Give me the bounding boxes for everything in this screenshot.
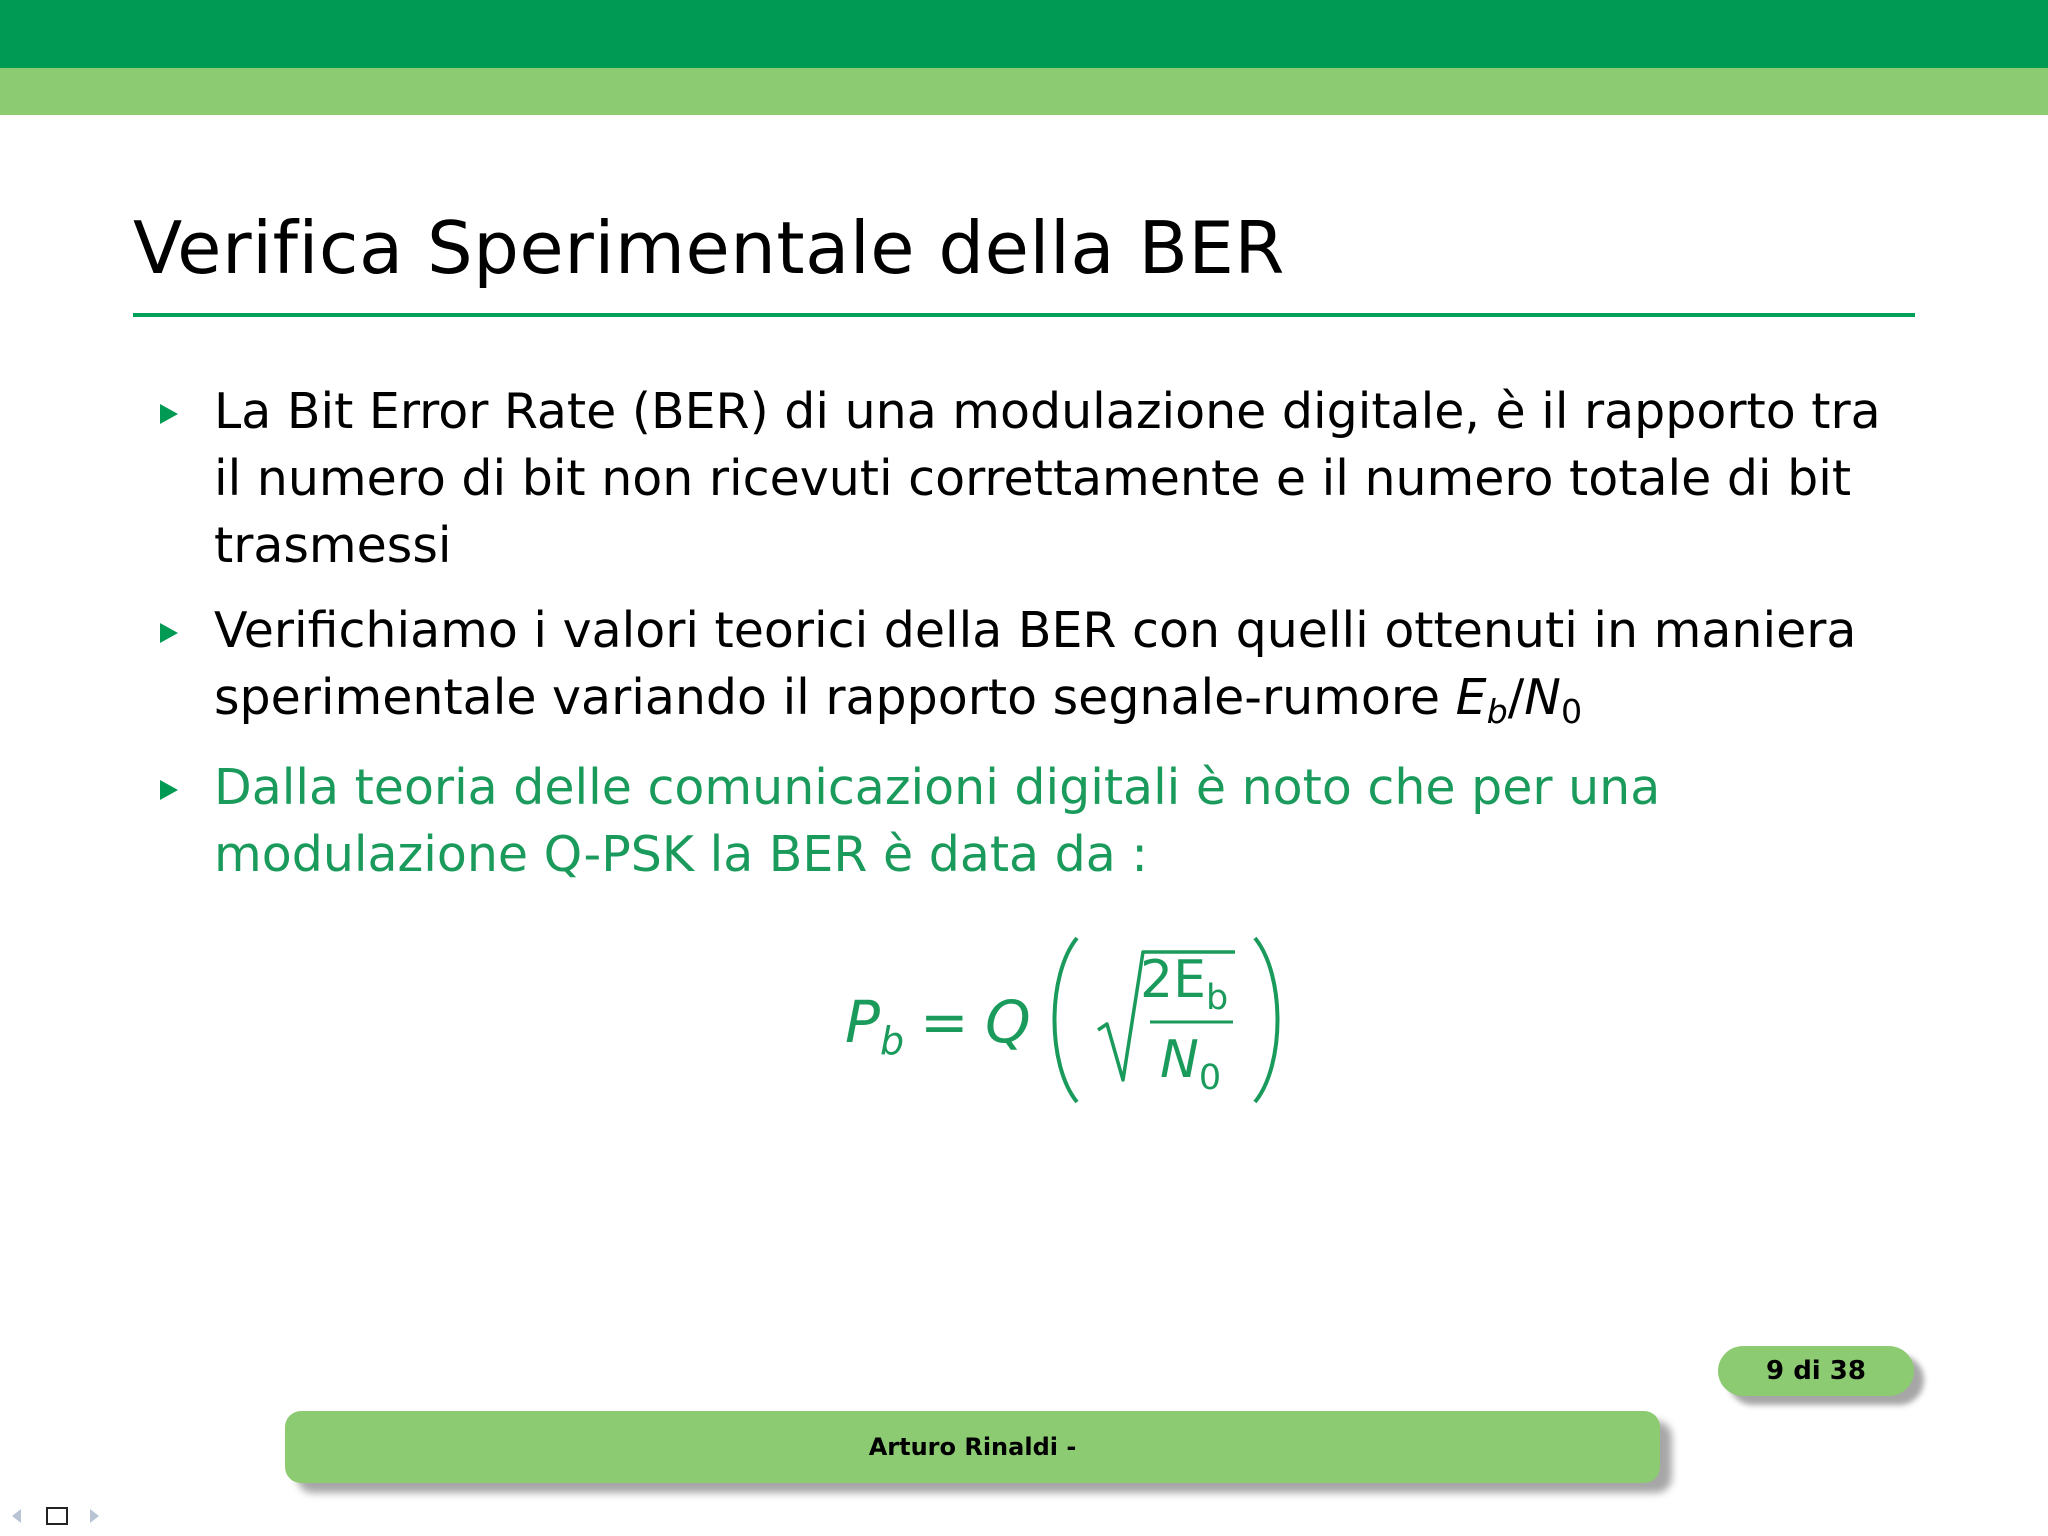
- nav-frame-icon[interactable]: [46, 1507, 68, 1525]
- footer-author: Arturo Rinaldi -: [285, 1411, 1660, 1483]
- bullet-text: Verifichiamo i valori teorici della BER con quelli ottenuti in maniera sperimentale variando il rapporto segnale-rumore: [214, 602, 1857, 726]
- header-bar-dark: [0, 0, 2048, 68]
- formula-denominator: $N_0$: [1160, 1030, 1222, 1098]
- bullet-item: [155, 597, 1915, 736]
- nav-prev-icon[interactable]: [12, 1509, 21, 1523]
- formula-q-function: Q: [985, 988, 1031, 1056]
- ber-formula: [845, 930, 1295, 1110]
- title-underline: [133, 313, 1915, 317]
- slide-navigation: [12, 1505, 112, 1525]
- bullet-triangle-icon: [160, 404, 178, 424]
- bullet-list: [155, 378, 1915, 906]
- bullet-triangle-icon: [160, 623, 178, 643]
- math-subscript: b: [1486, 692, 1508, 732]
- formula-equals: =: [920, 988, 969, 1056]
- bullet-item-highlighted: [155, 754, 1915, 888]
- math-symbol: N: [1524, 669, 1561, 726]
- math-symbol: /: [1507, 669, 1525, 726]
- bullet-text: Dalla teoria delle comunicazioni digitali è noto che per una modulazione Q-PSK la BER è data da :: [214, 759, 1661, 883]
- bullet-triangle-icon: [160, 780, 178, 800]
- math-symbol: E: [1455, 669, 1487, 726]
- slide-title: Verifica Sperimentale della BER: [133, 206, 1285, 290]
- bullet-item: [155, 378, 1915, 579]
- header-bar-light: [0, 68, 2048, 115]
- math-subscript: 0: [1560, 692, 1583, 732]
- formula-lhs: $P_b$: [845, 988, 905, 1063]
- page-indicator: 9 di 38: [1718, 1346, 1914, 1396]
- formula-numerator: $2E_b$: [1140, 950, 1229, 1018]
- nav-next-icon[interactable]: [90, 1509, 99, 1523]
- bullet-text: La Bit Error Rate (BER) di una modulazione digitale, è il rapporto tra il numero di bit non ricevuti correttamente e il numero totale di bit trasmessi: [214, 383, 1881, 574]
